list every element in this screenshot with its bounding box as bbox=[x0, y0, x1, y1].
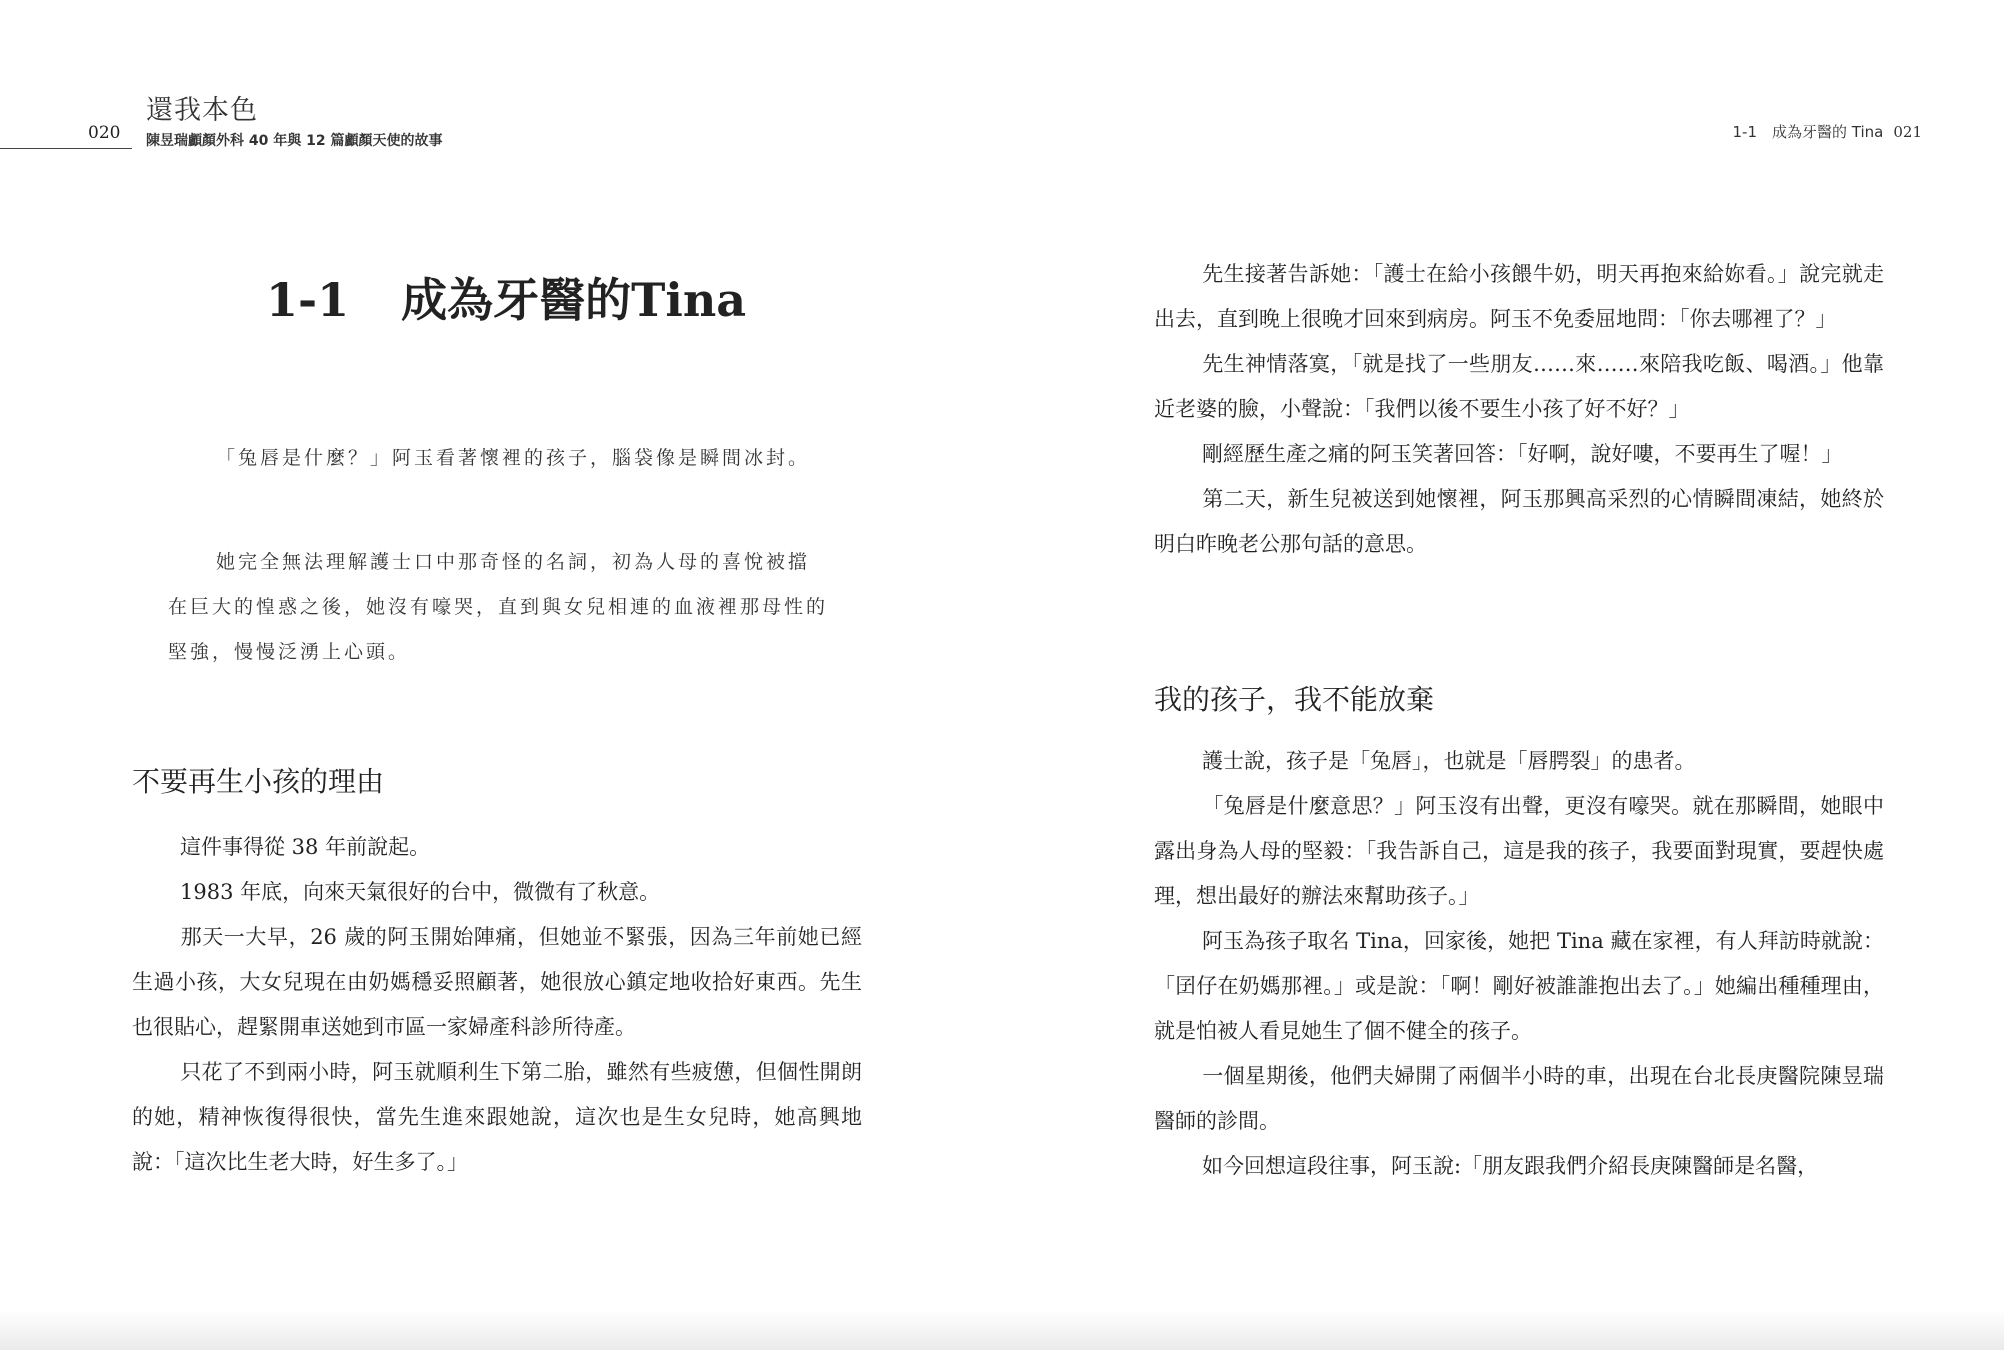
paragraph: 護士說，孩子是「兔唇」，也就是「唇腭裂」的患者。 bbox=[1202, 749, 1696, 773]
paragraph: 阿玉為孩子取名 Tina，回家後，她把 Tina 藏在家裡，有人拜訪時就說：「囝仔在奶媽那裡。」或是說：「啊！剛好被誰誰抱出去了。」她編出種種理由，就是怕被人看見她生了個不健全的孩子。 bbox=[1154, 929, 1884, 1043]
intro-paragraph: 「兔唇是什麼？」阿玉看著懷裡的孩子，腦袋像是瞬間冰封。 bbox=[216, 447, 811, 469]
body-text bbox=[1154, 252, 1884, 567]
paragraph: 剛經歷生產之痛的阿玉笑著回答：「好啊，說好嘍，不要再生了喔！」 bbox=[1202, 442, 1843, 466]
paragraph: 只花了不到兩小時，阿玉就順利生下第二胎，雖然有些疲憊，但個性開朗的她，精神恢復得很快，當先生進來跟她說，這次也是生女兒時，她高興地說：「這次比生老大時，好生多了。」 bbox=[132, 1060, 862, 1174]
paragraph: 這件事得從 38 年前說起。 bbox=[180, 835, 431, 859]
section-heading: 不要再生小孩的理由 bbox=[132, 765, 385, 798]
body-text bbox=[132, 825, 862, 1185]
header-rule bbox=[0, 148, 132, 149]
right-page bbox=[1000, 0, 2004, 1350]
paragraph: 一個星期後，他們夫婦開了兩個半小時的車，出現在台北長庚醫院陳昱瑞醫師的診間。 bbox=[1154, 1064, 1884, 1133]
page-bottom-shadow bbox=[0, 1310, 2004, 1350]
book-title: 還我本色 bbox=[146, 95, 258, 126]
paragraph: 1983 年底，向來天氣很好的台中，微微有了秋意。 bbox=[180, 880, 661, 904]
chapter-title bbox=[266, 272, 746, 328]
chapter-name: 成為牙醫的Tina bbox=[401, 273, 747, 327]
paragraph: 先生接著告訴她：「護士在給小孩餵牛奶，明天再抱來給妳看。」說完就走出去，直到晚上很晚才回來到病房。阿玉不免委屈地問：「你去哪裡了？」 bbox=[1154, 262, 1884, 331]
chapter-number: 1-1 bbox=[266, 273, 350, 327]
page-number-left: 020 bbox=[88, 123, 121, 143]
intro-paragraph: 她完全無法理解護士口中那奇怪的名詞，初為人母的喜悅被擋在巨大的惶惑之後，她沒有嚎哭，直到與女兒相連的血液裡那母性的堅強，慢慢泛湧上心頭。 bbox=[168, 551, 829, 663]
running-head-title: 1-1 成為牙醫的 Tina bbox=[1732, 123, 1884, 141]
paragraph: 那天一大早，26 歲的阿玉開始陣痛，但她並不緊張，因為三年前她已經生過小孩，大女兒現在由奶媽穩妥照顧著，她很放心鎮定地收拾好東西。先生也很貼心，趕緊開車送她到市區一家婦產科診所待產。 bbox=[132, 925, 862, 1039]
paragraph: 先生神情落寞，「就是找了一些朋友……來……來陪我吃飯、喝酒。」他靠近老婆的臉，小聲說：「我們以後不要生小孩了好不好？」 bbox=[1154, 352, 1884, 421]
page-number-right: 021 bbox=[1893, 123, 1922, 141]
section-heading: 我的孩子，我不能放棄 bbox=[1154, 683, 1435, 716]
paragraph: 如今回想這段往事，阿玉說:「朋友跟我們介紹長庚陳醫師是名醫， bbox=[1202, 1154, 1819, 1178]
paragraph: 「兔唇是什麼意思？」阿玉沒有出聲，更沒有嚎哭。就在那瞬間，她眼中露出身為人母的堅毅：「我告訴自己，這是我的孩子，我要面對現實，要趕快處理，想出最好的辦法來幫助孩子。」 bbox=[1154, 794, 1884, 908]
paragraph: 第二天，新生兒被送到她懷裡，阿玉那興高采烈的心情瞬間凍結，她終於明白昨晚老公那句話的意思。 bbox=[1154, 487, 1884, 556]
left-page bbox=[0, 0, 1000, 1350]
body-text bbox=[1154, 739, 1884, 1189]
book-subtitle: 陳昱瑞顱顏外科 40 年與 12 篇顱顏天使的故事 bbox=[146, 133, 443, 149]
running-head bbox=[1733, 122, 1922, 142]
